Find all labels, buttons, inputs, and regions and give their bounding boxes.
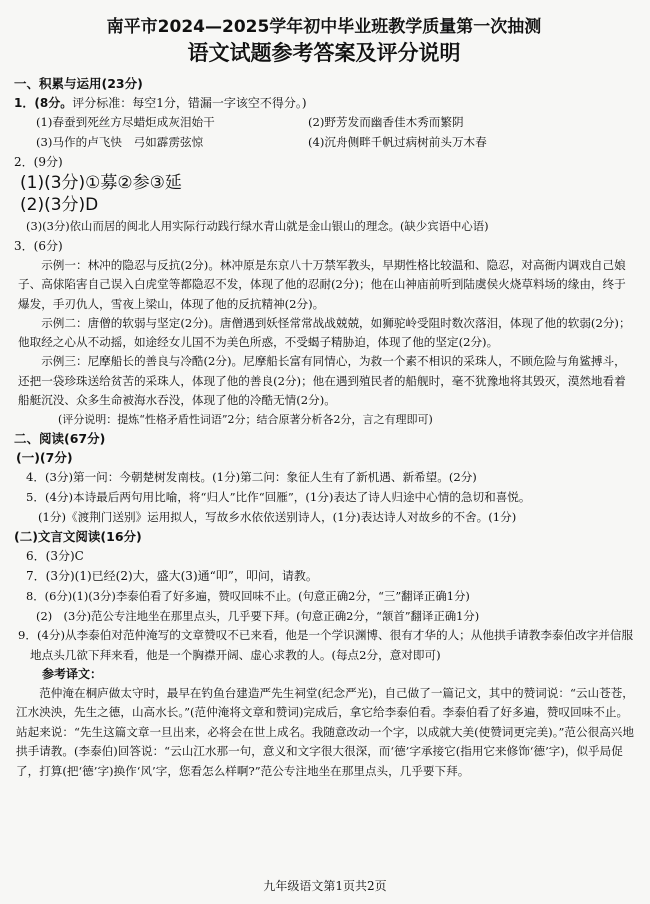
question-1-header	[14, 93, 634, 113]
question-2-header: 2．(9分)	[14, 155, 63, 169]
section-heading-part2: 二、阅读(67分)	[14, 431, 106, 447]
page-footer: 九年级语文第1页共2页	[263, 879, 387, 893]
answer-5-line1: 5．(4分)本诗最后两句用比喻，将“归人”比作“回雁”，(1分)表达了诗人归途中心情的急切和喜悦。	[26, 490, 531, 505]
question-1-number: 1．	[14, 96, 35, 110]
question-1-answers-row1	[14, 113, 634, 133]
exam-title: 南平市2024—2025学年初中毕业班教学质量第一次抽测	[106, 17, 542, 37]
answer-3-example-2: 示例二：唐僧的软弱与坚定(2分)。唐僧遇到妖怪常常战战兢兢，如狮驼岭受阻时数次落泪，体现了他的软弱(2分)；他取经之心从不动摇，如途经女儿国不为美色所惑，不受蝎子精胁迫，体现了他的坚定(2分)。	[18, 315, 631, 350]
question-3-header: 3．(6分)	[14, 239, 63, 253]
question-1-answers-row2	[14, 133, 634, 153]
answer-3-example-3: 示例三：尼摩船长的善良与冷酷(2分)。尼摩船长富有同情心，为救一个素不相识的采珠人，不顾危险与角鲨搏斗，还把一袋珍珠送给贫苦的采珠人，体现了他的善良(2分)；他在遇到殖民者的船舰时，毫不犹豫地将其毁灭，漠然地看着船艇沉没、众多生命被海水吞没，体现了他的冷酷无情(2分)。	[18, 354, 626, 408]
reference-translation: 范仲淹在桐庐做太守时，最早在钓鱼台建造严先生祠堂(纪念严光)，自己做了一篇记文，其中的赞词说：“云山苍苍，江水泱泱，先生之德，山高水长。”(范仲淹将文章和赞词)完成后，拿它给李泰伯看。李泰伯看了好多遍，赞叹回味不止。站起来说：“先生这篇文章一旦出来，必将会在世上成名。我随意改动一个字，以成就大美(使赞词更完美)。”范公很高兴地拱手请教。(李泰伯)回答说：“云山江水那一句，意义和文字很大很深，而‘德’字承接它(指用它来修饰‘德’字)，似乎局促了，打算(把‘德’字)换作‘风’字，您看怎么样啊?”范公专注地坐在那里点头，几乎要下拜。	[16, 685, 634, 778]
document-title: 语文试题参考答案及评分说明	[187, 41, 461, 65]
answer-1-2: (2)野芳发而幽香佳木秀而繁阴	[308, 115, 464, 129]
answer-6: 6．(3分)C	[26, 549, 84, 564]
answer-1-3: (3)马作的卢飞快 弓如霹雳弦惊	[36, 134, 204, 149]
answer-4: 4．(3分)第一问：今朝楚树发南枝。(1分)第二问：象征人生有了新机遇、新希望。(2分)	[26, 470, 477, 485]
question-1-score: (8分。	[34, 96, 73, 110]
answer-8-2: (2) (3分)范公专注地坐在那里点头，几乎要下拜。(句意正确2分，“颔首”翻译正确1分)	[36, 609, 480, 624]
answer-1-1: (1)春蚕到死丝方尽蜡炬成灰泪始干	[36, 115, 215, 129]
question-3-scoring-note: (评分说明：提炼“性格矛盾性词语”2分；结合原著分析各2分，言之有理即可)	[58, 413, 433, 427]
answer-3-example-1: 示例一：林冲的隐忍与反抗(2分)。林冲原是东京八十万禁军教头，早期性格比较温和、隐忍，对高衙内调戏自己娘子、高俅陷害自己误入白虎堂等都隐忍不发，体现了他的忍耐(2分)；他在山神庙前听到陆虞侯火烧草料场的缘由，终于爆发，手刃仇人，雪夜上梁山，体现了他的反抗精神(2分)。	[18, 258, 626, 311]
answer-2-2: (2)(3分)D	[20, 195, 99, 215]
answer-7: 7．(3分)(1)已经(2)大，盛大(3)通“叩”，叩问，请教。	[26, 569, 318, 584]
answer-2-3: (3)(3分)依山而居的闽北人用实际行动践行绿水青山就是金山银山的理念。(缺少宾语中心语)	[26, 219, 489, 233]
answer-9: 9．(4分)从李泰伯对范仲淹写的文章赞叹不已来看，他是一个学识渊博、很有才华的人；从他拱手请教李泰伯改字并信服地点头几欲下拜来看，他是一个胸襟开阔、虚心求教的人。(每点2分，意对即可)	[18, 628, 634, 662]
answer-5-line2: (1分)《渡荆门送别》运用拟人，写故乡水依依送别诗人，(1分)表达诗人对故乡的不舍。(1分)	[38, 510, 517, 525]
answer-8-1: 8．(6分)(1)(3分)李泰伯看了好多遍，赞叹回味不止。(句意正确2分，“三”翻译正确1分)	[26, 589, 470, 604]
answer-2-1: (1)(3分)①募②参③延	[20, 173, 182, 193]
section-heading-part1: 一、积累与运用(23分)	[14, 76, 143, 91]
subsection-heading-1: (一)(7分)	[16, 450, 73, 466]
question-1-rule: 评分标准：每空1分，错漏一字该空不得分。)	[72, 96, 307, 110]
subsection-heading-2: (二)文言文阅读(16分)	[14, 529, 142, 545]
reference-translation-label: 参考译文：	[42, 666, 103, 681]
answer-1-4: (4)沉舟侧畔千帆过病树前头万木春	[308, 134, 487, 149]
